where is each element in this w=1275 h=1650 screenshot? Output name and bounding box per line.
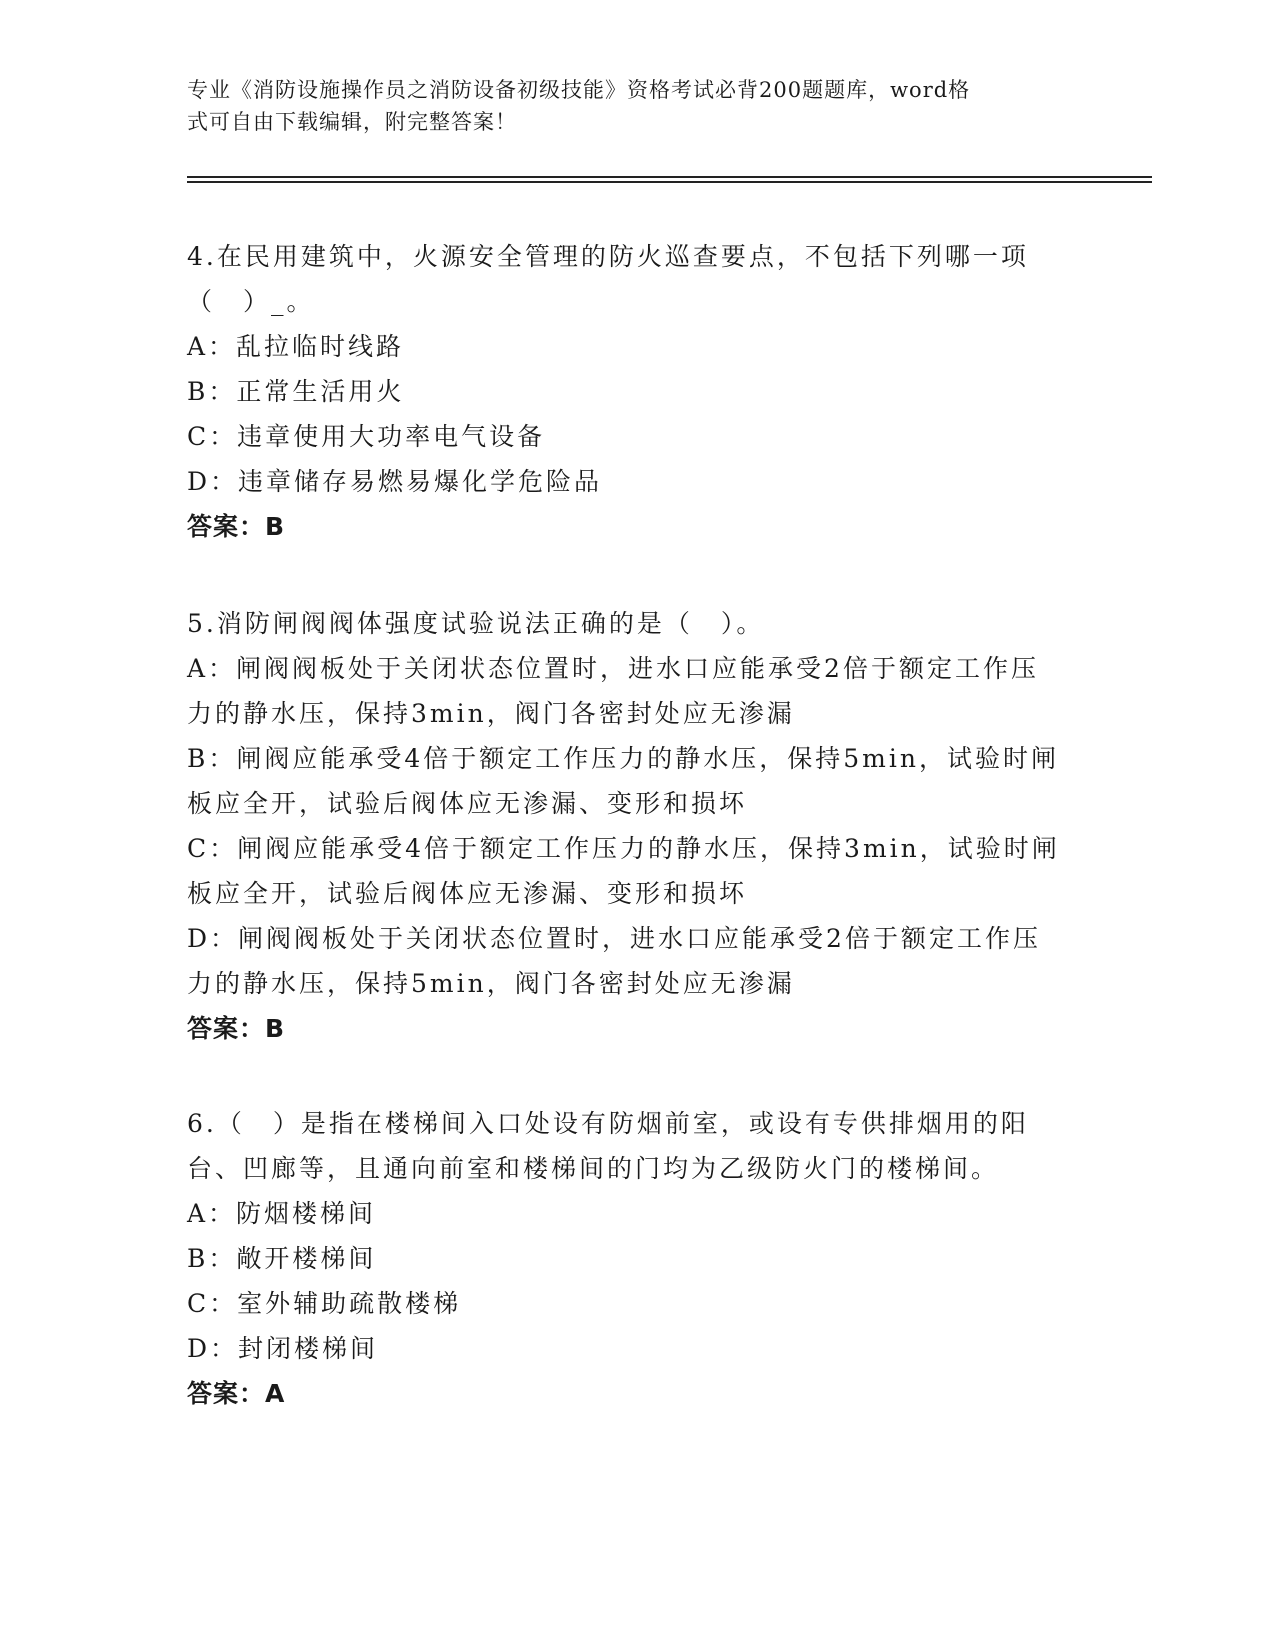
option-b: B：闸阀应能承受4倍于额定工作压力的静水压，保持5min，试验时闸: [187, 744, 1059, 773]
option-a: A：闸阀阀板处于关闭状态位置时，进水口应能承受2倍于额定工作压: [187, 654, 1039, 683]
option-b-continued: 板应全开，试验后阀体应无渗漏、变形和损坏: [187, 789, 748, 818]
option-b: B：正常生活用火: [187, 377, 405, 406]
option-c: C：室外辅助疏散楼梯: [187, 1289, 462, 1318]
question-4: [187, 234, 1087, 549]
option-d-continued: 力的静水压，保持5min，阀门各密封处应无渗漏: [187, 969, 795, 998]
option-d: D：封闭楼梯间: [187, 1334, 379, 1363]
question-5: [187, 601, 1087, 1051]
option-b: B：敞开楼梯间: [187, 1244, 377, 1273]
option-d: D：闸阀阀板处于关闭状态位置时，进水口应能承受2倍于额定工作压: [187, 924, 1041, 953]
option-d: D：违章储存易燃易爆化学危险品: [187, 467, 603, 496]
header-line-1: 专业《消防设施操作员之消防设备初级技能》资格考试必背200题题库，word格: [187, 78, 971, 102]
question-stem-line: 4.在民用建筑中，火源安全管理的防火巡查要点，不包括下列哪一项: [187, 242, 1029, 271]
question-stem-line: 5.消防闸阀阀体强度试验说法正确的是（ ）。: [187, 609, 765, 638]
answer-line: 答案：A: [187, 1379, 286, 1408]
option-a: A：乱拉临时线路: [187, 332, 405, 361]
header-line-2: 式可自由下载编辑，附完整答案！: [187, 110, 517, 134]
answer-line: 答案：B: [187, 1014, 286, 1043]
question-stem-line: （ ）_。: [187, 287, 315, 316]
option-c: C：闸阀应能承受4倍于额定工作压力的静水压，保持3min，试验时闸: [187, 834, 1060, 863]
question-6: [187, 1101, 1087, 1416]
question-stem-line: 6.（ ）是指在楼梯间入口处设有防烟前室，或设有专供排烟用的阳: [187, 1109, 1029, 1138]
header-divider-top: [187, 176, 1152, 178]
option-c-continued: 板应全开，试验后阀体应无渗漏、变形和损坏: [187, 879, 748, 908]
option-a-continued: 力的静水压，保持3min，阀门各密封处应无渗漏: [187, 699, 795, 728]
question-stem-line: 台、凹廊等，且通向前室和楼梯间的门均为乙级防火门的楼梯间。: [187, 1154, 1000, 1183]
document-header: [187, 74, 1087, 138]
header-divider-bottom: [187, 181, 1152, 183]
answer-line: 答案：B: [187, 512, 286, 541]
option-c: C：违章使用大功率电气设备: [187, 422, 546, 451]
option-a: A：防烟楼梯间: [187, 1199, 377, 1228]
